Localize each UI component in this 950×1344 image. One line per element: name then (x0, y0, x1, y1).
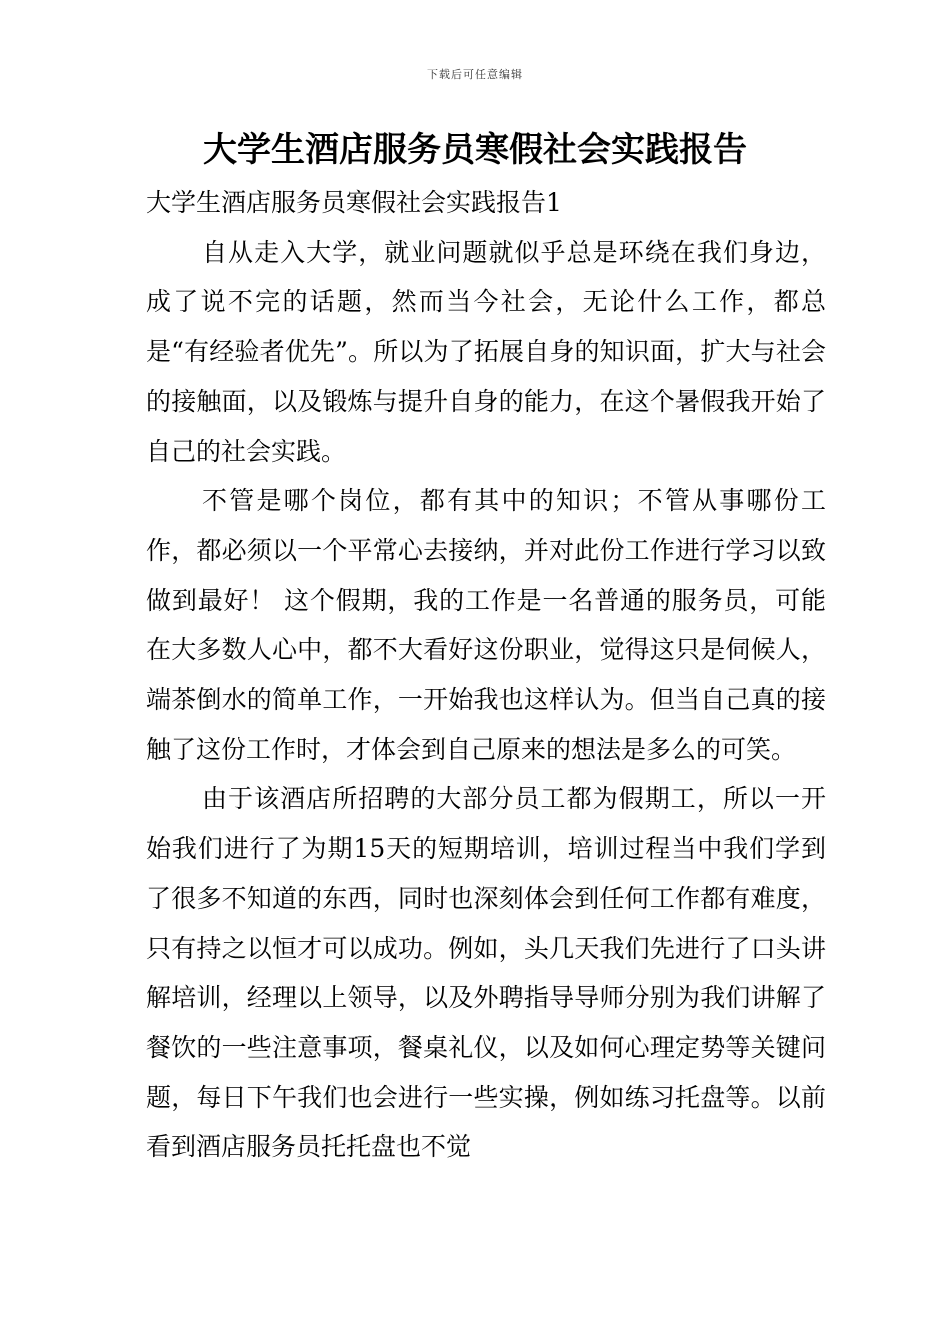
section-subtitle: 大学生酒店服务员寒假社会实践报告1 (146, 188, 562, 217)
document-title: 大学生酒店服务员寒假社会实践报告 (203, 130, 747, 170)
paragraph-1: 自从走入大学，就业问题就似乎总是环绕在我们身边，成了说不完的话题，然而当今社会，无论什么工作，都总是“有经验者优先”。所以为了拓展自身的知识面，扩大与社会的接触面，以及锻炼与提升自身的能力，在这个暑假我开始了自己的社会实践。 (146, 237, 826, 466)
document-body (146, 178, 826, 1172)
paragraph-3: 由于该酒店所招聘的大部分员工都为假期工，所以一开始我们进行了为期15天的短期培训，培训过程当中我们学到了很多不知道的东西，同时也深刻体会到任何工作都有难度，只有持之以恒才可以成功。例如，头几天我们先进行了口头讲解培训，经理以上领导，以及外聘指导导师分别为我们讲解了餐饮的一些注意事项，餐桌礼仪，以及如何心理定势等关键问题，每日下午我们也会进行一些实操，例如练习托盘等。以前看到酒店服务员托托盘也不觉 (146, 784, 826, 1162)
paragraph-2: 不管是哪个岗位，都有其中的知识；不管从事哪份工作，都必须以一个平常心去接纳，并对此份工作进行学习以致做到最好！ 这个假期，我的工作是一名普通的服务员，可能在大多数人心中，都不大看好这份职业，觉得这只是伺候人，端茶倒水的简单工作，一开始我也这样认为。但当自己真的接触了这份工作时，才体会到自己原来的想法是多么的可笑。 (146, 486, 826, 764)
header-note: 下载后可任意编辑 (427, 68, 523, 81)
